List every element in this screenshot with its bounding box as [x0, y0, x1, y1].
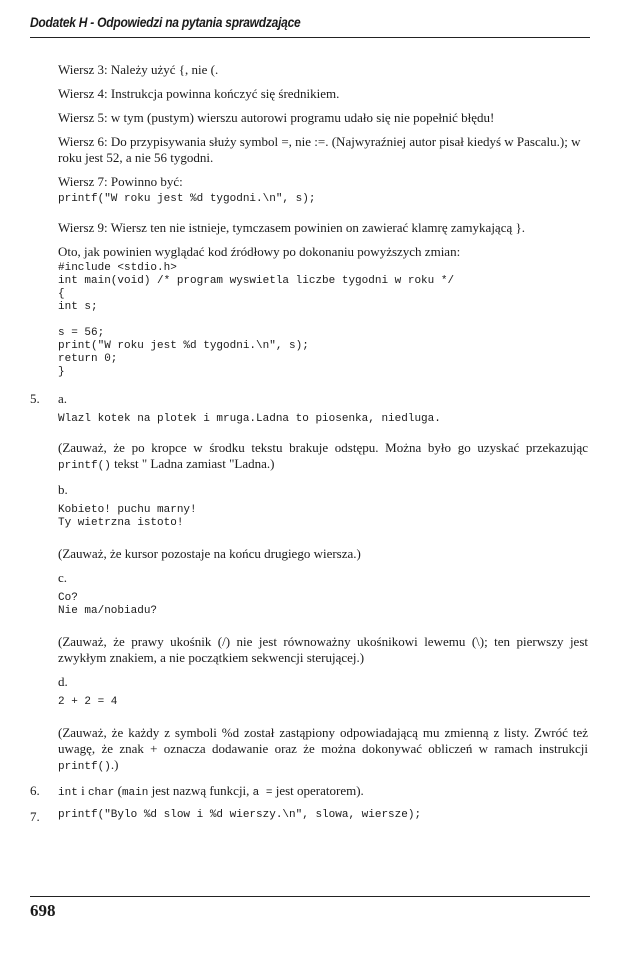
line-wiersz-4: Wiersz 4: Instrukcja powinna kończyć się średnikiem. [58, 86, 340, 101]
q5-c-code: Co? Nie ma/nobiadu? [58, 592, 158, 617]
line-wiersz-7: Wiersz 7: Powinno być: [58, 174, 183, 189]
q5-d-label: d. [58, 674, 68, 689]
q5-a-note-text-1: (Zauważ, że po kropce w środku tekstu brakuje odstępu. Można było go uzyskać przekazując [58, 440, 588, 455]
question-5-number: 5. [30, 391, 40, 406]
question-6-number: 6. [30, 783, 40, 798]
q6-mono-assign: a = [252, 787, 273, 799]
q6-mono-char: char [87, 787, 115, 799]
question-5 [30, 391, 588, 775]
header-title: Dodatek H - Odpowiedzi na pytania sprawdzające [30, 14, 301, 30]
q5-a-code: Wlazl kotek na plotek i mruga.Ladna to piosenka, niedluga. [58, 413, 441, 425]
q5-c-note: (Zauważ, że prawy ukośnik (/) nie jest równoważny ukośnikowi lewemu (\); ten pierwszy jest zwykłym znakiem, a nie początkiem sekwencji sterującej.) [58, 634, 588, 665]
q5-d-note-mono: printf() [58, 761, 111, 773]
q5-a-label: a. [58, 391, 68, 406]
line-wiersz-6: Wiersz 6: Do przypisywania służy symbol =, nie :=. (Najwyraźniej autor pisał kiedyś w Pascalu.); w roku jest 52, a nie 56 tygodni. [58, 134, 581, 165]
q5-d-note-text-1: (Zauważ, że każdy z symboli %d został zastąpiony odpowiadającą mu zmienną z listy. Zwróć też uwagę, że znak + oznacza dodawanie oraz że można dokonywać obliczeń w ramach instrukcji [58, 725, 588, 756]
q5-d-note-text-2: .) [110, 757, 119, 772]
q5-b-note: (Zauważ, że kursor pozostaje na końcu drugiego wiersza.) [58, 546, 361, 561]
q6-mono-main: main [121, 787, 149, 799]
page-number: 698 [30, 901, 56, 920]
q5-d-code: 2 + 2 = 4 [58, 696, 118, 708]
running-header [30, 14, 590, 30]
q5-a-note-text-2: tekst " Ladna zamiast "Ladna.) [110, 456, 275, 471]
question-7 [30, 809, 588, 824]
q5-b-label: b. [58, 482, 68, 497]
q6-text-2: ( [114, 783, 122, 798]
q7-code: printf("Bylo %d slow i %d wierszy.\n", slowa, wiersze); [58, 809, 422, 821]
q6-text-1: i [77, 783, 88, 798]
q6-mono-int: int [58, 787, 78, 799]
q5-d-note [58, 725, 588, 775]
page-content [30, 62, 588, 830]
question-7-number: 7. [30, 809, 40, 824]
code-wiersz-7: printf("W roku jest %d tygodni.\n", s); [58, 193, 316, 205]
q6-text [58, 783, 588, 801]
line-wiersz-9: Wiersz 9: Wiersz ten nie istnieje, tymczasem powinien on zawierać klamrę zamykającą }. [58, 220, 525, 235]
q5-a-note-mono: printf() [58, 460, 111, 472]
footer-rule [30, 896, 590, 897]
q6-text-3: jest nazwą funkcji, [148, 783, 253, 798]
line-wiersz-5: Wiersz 5: w tym (pustym) wierszu autorowi programu udało się nie popełnić błędu! [58, 110, 495, 125]
corrected-program: #include <stdio.h> int main(void) /* program wyswietla liczbe tygodni w roku */ { int s; s = 56; print("W roku jest %d tygodni.\n", s); return 0; } [58, 262, 455, 378]
q5-b-code: Kobieto! puchu marny! Ty wietrzna istoto! [58, 504, 197, 529]
q5-a-note [58, 440, 588, 474]
question-6 [30, 783, 588, 801]
q5-c-label: c. [58, 570, 68, 585]
q6-text-4: jest operatorem). [272, 783, 364, 798]
line-oto: Oto, jak powinien wyglądać kod źródłowy po dokonaniu powyższych zmian: [58, 244, 461, 259]
line-wiersz-3: Wiersz 3: Należy użyć {, nie (. [58, 62, 219, 77]
header-rule [30, 37, 590, 38]
